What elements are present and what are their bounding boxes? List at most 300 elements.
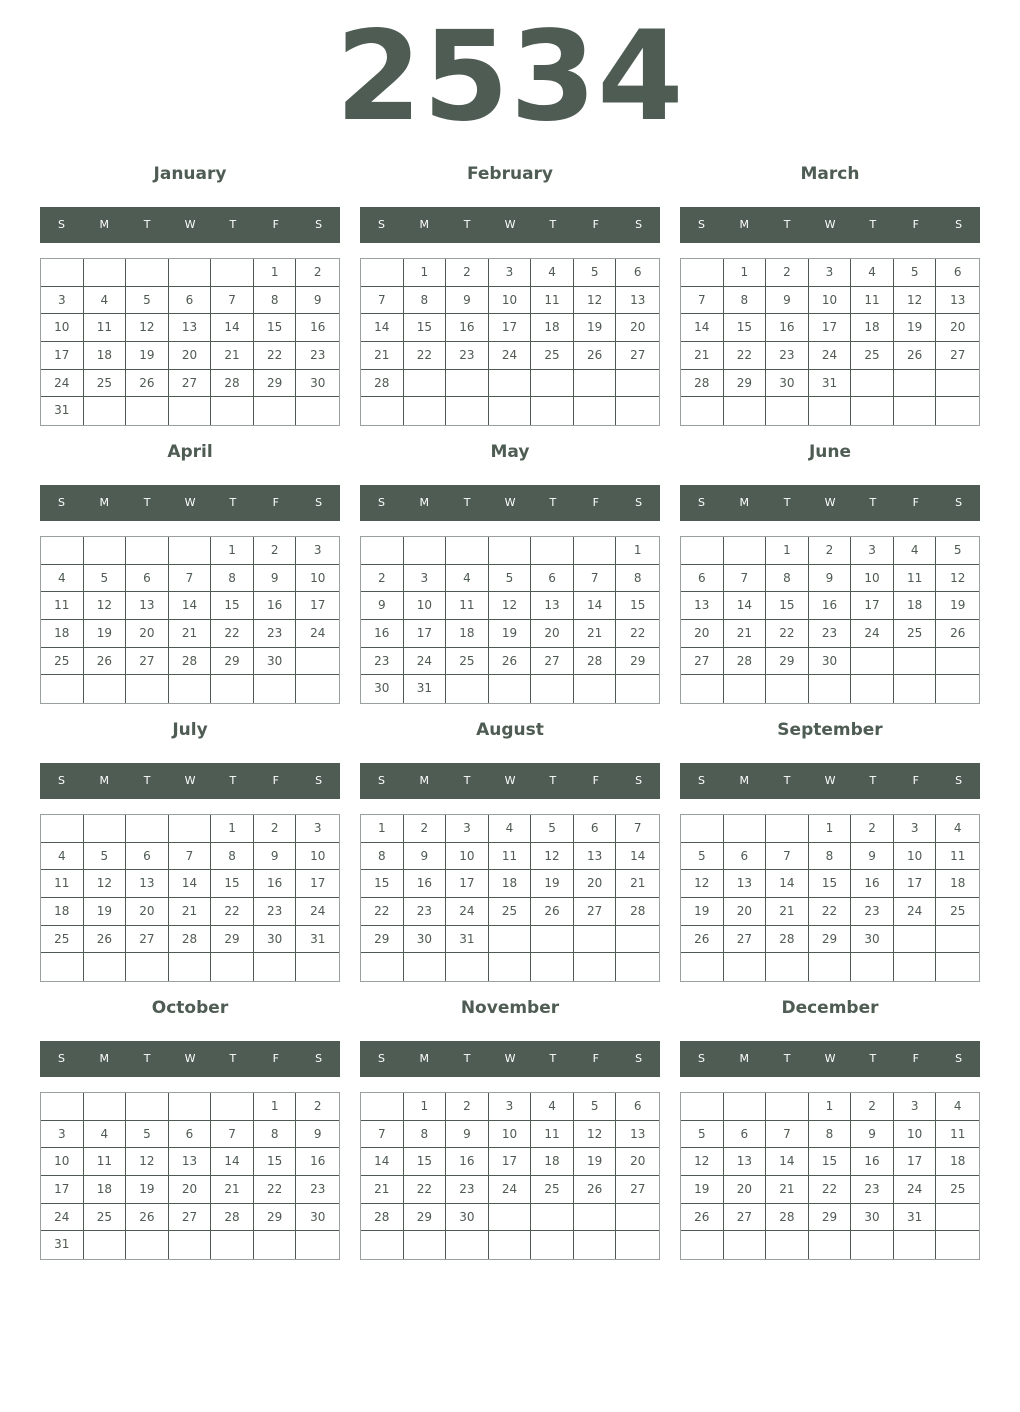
day-cell: 7 [724,565,767,593]
day-cell: 29 [211,926,254,954]
day-cell: 17 [894,870,937,898]
day-cell: 15 [766,592,809,620]
day-cell: 16 [404,870,447,898]
day-cell: 12 [489,592,532,620]
weekday-label: W [504,218,516,231]
day-cell [41,1093,84,1121]
weekday-label: S [315,496,323,509]
day-cell: 15 [254,1148,297,1176]
day-cell: 16 [851,870,894,898]
day-cell: 23 [766,342,809,370]
day-cell [766,953,809,981]
day-cell [936,370,979,398]
day-cell [126,815,169,843]
day-cell: 2 [254,815,297,843]
day-cell: 18 [489,870,532,898]
day-cell: 7 [169,565,212,593]
day-cell [211,1093,254,1121]
weekday-label: S [955,496,963,509]
day-cell: 26 [84,648,127,676]
day-cell: 23 [446,342,489,370]
day-cell: 14 [766,1148,809,1176]
day-cell: 25 [936,1176,979,1204]
day-cell [489,537,532,565]
weekday-label: T [143,774,151,787]
day-cell: 20 [681,620,724,648]
weekday-label: S [955,1052,963,1065]
day-cell [211,1231,254,1259]
weekday-header [40,207,340,243]
day-cell: 25 [936,898,979,926]
weekday-label: T [783,218,791,231]
day-cell: 10 [404,592,447,620]
day-cell: 9 [851,1121,894,1149]
day-cell: 12 [84,870,127,898]
day-cell: 9 [296,287,339,315]
day-cell: 26 [489,648,532,676]
day-cell: 5 [681,1121,724,1149]
day-cell: 3 [41,1121,84,1149]
weekday-label: S [57,774,65,787]
day-cell [84,259,127,287]
day-cell: 1 [766,537,809,565]
day-cell: 17 [851,592,894,620]
day-cell: 28 [724,648,767,676]
day-cell: 2 [809,537,852,565]
weekday-label: F [912,218,919,231]
weekday-label: S [377,1052,385,1065]
day-cell: 16 [809,592,852,620]
weekday-label: F [592,218,599,231]
day-cell [616,1231,659,1259]
weekday-header [680,1041,980,1077]
weekday-label: T [783,1052,791,1065]
day-cell: 21 [574,620,617,648]
day-grid [680,814,980,982]
day-cell: 22 [404,342,447,370]
day-cell: 12 [936,565,979,593]
weekday-label: F [272,218,279,231]
day-cell: 30 [404,926,447,954]
weekday-label: S [697,218,705,231]
day-cell: 23 [404,898,447,926]
month-name: April [167,442,213,462]
weekday-label: T [229,218,237,231]
day-cell: 4 [489,815,532,843]
day-cell: 8 [211,565,254,593]
day-cell: 7 [361,287,404,315]
day-cell: 3 [489,259,532,287]
day-cell: 9 [361,592,404,620]
day-cell: 4 [41,843,84,871]
day-cell: 22 [254,1176,297,1204]
day-cell: 14 [169,592,212,620]
day-cell: 20 [574,870,617,898]
day-cell: 18 [531,314,574,342]
day-cell [936,953,979,981]
weekday-label: M [99,774,110,787]
weekday-label: M [419,1052,430,1065]
day-cell: 11 [84,1148,127,1176]
weekday-header [680,763,980,799]
day-cell: 1 [254,1093,297,1121]
day-cell [616,675,659,703]
day-cell: 3 [894,1093,937,1121]
day-cell: 24 [446,898,489,926]
day-cell: 26 [126,1204,169,1232]
weekday-label: T [783,774,791,787]
weekday-label: S [377,774,385,787]
day-cell: 12 [84,592,127,620]
day-cell [296,648,339,676]
weekday-label: F [592,496,599,509]
day-grid [360,1092,660,1260]
day-cell: 25 [531,342,574,370]
day-cell [574,370,617,398]
day-cell [936,648,979,676]
day-cell [809,953,852,981]
day-cell: 7 [211,287,254,315]
weekday-label: S [377,496,385,509]
day-cell: 17 [296,592,339,620]
day-cell [681,675,724,703]
year-title: 2534 [335,5,685,149]
day-cell: 24 [296,898,339,926]
weekday-label: M [739,496,750,509]
weekday-header [360,1041,660,1077]
day-cell: 17 [41,1176,84,1204]
day-cell [446,1231,489,1259]
day-cell: 5 [574,1093,617,1121]
day-cell [446,675,489,703]
day-cell: 16 [851,1148,894,1176]
day-cell: 19 [681,898,724,926]
weekday-label: W [824,774,836,787]
day-cell: 30 [766,370,809,398]
day-cell: 7 [681,287,724,315]
day-cell: 24 [404,648,447,676]
day-cell: 19 [531,870,574,898]
day-cell: 14 [724,592,767,620]
day-cell [766,397,809,425]
day-cell: 20 [169,342,212,370]
day-cell [41,953,84,981]
day-cell: 25 [41,648,84,676]
weekday-label: S [955,218,963,231]
day-cell: 12 [574,1121,617,1149]
day-cell [766,1093,809,1121]
day-cell: 30 [296,370,339,398]
day-cell [126,953,169,981]
day-cell: 2 [296,259,339,287]
day-cell: 21 [616,870,659,898]
day-cell [84,953,127,981]
day-cell [724,537,767,565]
day-cell: 13 [126,870,169,898]
day-cell: 11 [851,287,894,315]
day-cell [84,537,127,565]
day-cell: 21 [169,620,212,648]
day-cell [489,370,532,398]
day-cell: 3 [489,1093,532,1121]
day-cell [404,953,447,981]
day-cell: 27 [681,648,724,676]
weekday-label: T [463,496,471,509]
day-cell: 24 [894,898,937,926]
day-cell: 9 [254,843,297,871]
day-cell: 15 [211,870,254,898]
day-cell: 23 [254,620,297,648]
day-cell: 11 [84,314,127,342]
day-cell: 27 [574,898,617,926]
day-cell: 6 [724,843,767,871]
day-cell: 27 [531,648,574,676]
day-cell [681,397,724,425]
day-cell [809,397,852,425]
day-cell: 28 [361,370,404,398]
weekday-header [680,485,980,521]
month-name: July [172,720,208,740]
month-name: June [808,442,852,462]
month-name: May [490,442,530,462]
day-cell: 29 [254,1204,297,1232]
day-cell: 23 [296,1176,339,1204]
day-cell: 16 [361,620,404,648]
day-cell [489,1231,532,1259]
weekday-label: T [549,496,557,509]
day-cell: 10 [296,565,339,593]
weekday-label: F [272,1052,279,1065]
day-cell: 10 [446,843,489,871]
day-cell: 28 [211,370,254,398]
day-cell: 17 [404,620,447,648]
day-cell: 27 [616,1176,659,1204]
day-cell: 13 [936,287,979,315]
day-cell [616,370,659,398]
day-cell [894,397,937,425]
weekday-label: T [229,774,237,787]
day-cell [446,537,489,565]
month-name: September [777,720,883,740]
weekday-label: W [824,1052,836,1065]
day-cell [84,815,127,843]
day-cell: 21 [724,620,767,648]
day-cell: 14 [361,1148,404,1176]
day-cell: 6 [616,259,659,287]
day-cell: 19 [894,314,937,342]
day-cell: 18 [84,342,127,370]
day-cell: 15 [211,592,254,620]
weekday-label: W [184,1052,196,1065]
day-cell [361,259,404,287]
weekday-header [680,207,980,243]
weekday-label: W [184,218,196,231]
day-cell [169,675,212,703]
day-cell: 28 [169,926,212,954]
day-cell: 18 [894,592,937,620]
day-cell: 13 [681,592,724,620]
day-cell [766,815,809,843]
day-cell [851,1231,894,1259]
day-cell [851,648,894,676]
weekday-label: M [419,496,430,509]
day-cell: 10 [489,287,532,315]
day-cell [894,648,937,676]
day-cell [254,953,297,981]
weekday-label: T [869,218,877,231]
day-cell: 15 [809,1148,852,1176]
day-cell: 9 [851,843,894,871]
day-cell: 5 [489,565,532,593]
day-cell: 14 [169,870,212,898]
day-cell: 22 [809,898,852,926]
day-cell: 6 [681,565,724,593]
day-cell: 8 [211,843,254,871]
weekday-label: M [739,218,750,231]
day-cell [724,397,767,425]
day-cell: 3 [446,815,489,843]
day-cell: 8 [809,1121,852,1149]
day-cell: 19 [84,898,127,926]
day-cell [126,1231,169,1259]
day-cell [489,1204,532,1232]
day-cell [361,1093,404,1121]
day-cell: 11 [446,592,489,620]
day-cell [41,537,84,565]
day-cell: 22 [211,620,254,648]
day-cell: 24 [894,1176,937,1204]
day-grid [680,536,980,704]
day-cell [809,1231,852,1259]
day-grid [40,814,340,982]
day-cell: 11 [531,1121,574,1149]
day-cell [404,397,447,425]
day-cell: 21 [766,898,809,926]
day-cell: 2 [851,1093,894,1121]
day-cell: 26 [531,898,574,926]
day-cell: 8 [766,565,809,593]
day-cell: 19 [681,1176,724,1204]
day-cell [254,397,297,425]
day-cell: 1 [616,537,659,565]
weekday-label: M [739,1052,750,1065]
day-cell: 31 [894,1204,937,1232]
weekday-label: T [463,1052,471,1065]
day-cell: 16 [296,1148,339,1176]
day-cell: 25 [851,342,894,370]
day-cell: 30 [254,648,297,676]
weekday-label: M [739,774,750,787]
day-cell: 5 [531,815,574,843]
day-cell: 26 [936,620,979,648]
day-cell [296,1231,339,1259]
day-cell: 13 [574,843,617,871]
day-cell: 23 [851,1176,894,1204]
day-cell: 20 [169,1176,212,1204]
weekday-label: S [635,1052,643,1065]
day-cell: 4 [936,1093,979,1121]
day-cell: 2 [254,537,297,565]
day-cell [616,953,659,981]
day-cell: 24 [296,620,339,648]
day-cell: 21 [211,342,254,370]
day-cell [681,1093,724,1121]
day-cell: 21 [361,342,404,370]
day-cell: 31 [296,926,339,954]
day-cell [446,397,489,425]
day-cell: 13 [616,1121,659,1149]
day-cell: 8 [404,287,447,315]
day-cell: 14 [211,1148,254,1176]
day-cell: 28 [211,1204,254,1232]
day-cell: 29 [809,926,852,954]
day-cell: 9 [446,1121,489,1149]
day-cell: 11 [531,287,574,315]
day-cell [211,259,254,287]
day-cell: 6 [126,843,169,871]
weekday-label: W [504,1052,516,1065]
day-cell [574,926,617,954]
day-cell [531,397,574,425]
day-grid [680,258,980,426]
day-cell: 24 [41,370,84,398]
weekday-label: S [697,774,705,787]
day-grid [360,258,660,426]
day-cell [254,675,297,703]
day-cell: 20 [531,620,574,648]
day-cell: 25 [531,1176,574,1204]
day-cell [489,675,532,703]
day-cell: 17 [446,870,489,898]
day-cell: 2 [404,815,447,843]
day-cell: 7 [169,843,212,871]
weekday-label: T [463,774,471,787]
day-cell [41,815,84,843]
day-cell: 12 [126,314,169,342]
day-cell [531,675,574,703]
weekday-label: W [504,496,516,509]
day-cell: 20 [724,898,767,926]
day-cell [169,1093,212,1121]
day-cell [296,953,339,981]
day-cell: 22 [361,898,404,926]
day-cell: 3 [809,259,852,287]
day-cell [169,397,212,425]
day-cell: 4 [84,1121,127,1149]
day-cell [531,537,574,565]
day-cell: 29 [361,926,404,954]
day-cell: 11 [894,565,937,593]
day-cell: 21 [766,1176,809,1204]
day-cell: 26 [574,342,617,370]
weekday-label: S [697,496,705,509]
day-cell: 23 [809,620,852,648]
day-cell: 1 [211,537,254,565]
day-cell: 6 [126,565,169,593]
day-cell [531,926,574,954]
day-cell: 14 [574,592,617,620]
day-cell: 16 [296,314,339,342]
day-cell: 18 [851,314,894,342]
day-cell: 27 [616,342,659,370]
day-cell [724,675,767,703]
day-cell: 6 [616,1093,659,1121]
weekday-label: F [912,1052,919,1065]
weekday-header [40,763,340,799]
weekday-label: T [869,496,877,509]
day-cell: 12 [894,287,937,315]
day-cell: 11 [41,592,84,620]
